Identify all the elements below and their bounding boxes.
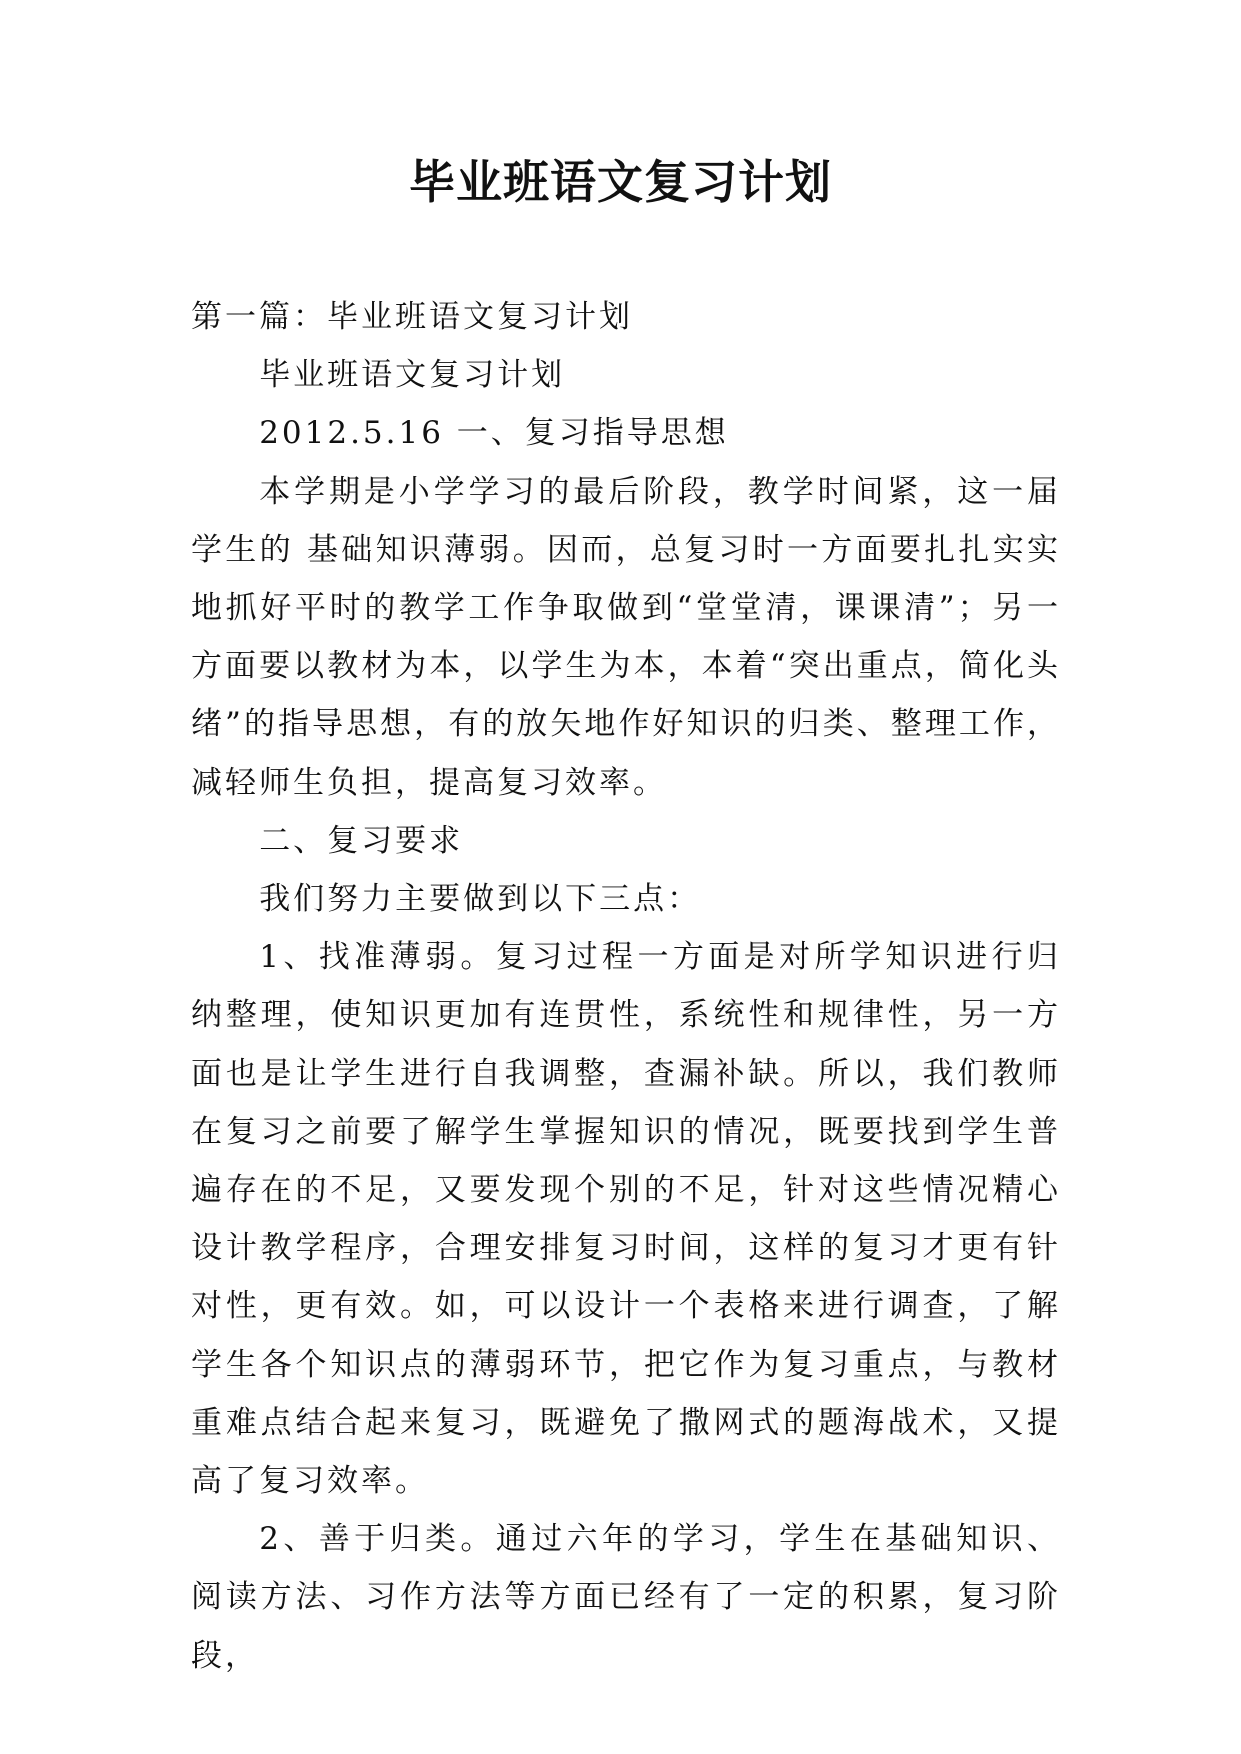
section-heading: 第一篇：毕业班语文复习计划 <box>191 299 633 335</box>
paragraph-point-one: 1、找准薄弱。复习过程一方面是对所学知识进行归纳整理，使知识更加有连贯性，系统性和规律性，另一方面也是让学生进行自我调整，查漏补缺。所以，我们教师在复习之前要了解学生掌握知识的情况，既要找到学生普遍存在的不足，又要发现个别的不足，针对这些情况精心设计教学程序，合理安排复习时间，这样的复习才更有针对性，更有效。如，可以设计一个表格来进行调查，了解学生各个知识点的薄弱环节，把它作为复习重点，与教材重难点结合起来复习，既避免了撒网式的题海战术，又提高了复习效率。 <box>191 939 1061 1500</box>
document-title: 毕业班语文复习计划 <box>409 155 832 209</box>
section-two-heading: 二、复习要求 <box>259 822 464 859</box>
subtitle-line: 毕业班语文复习计划 <box>259 357 566 394</box>
paragraph-point-two: 2、善于归类。通过六年的学习，学生在基础知识、阅读方法、习作方法等方面已经有了一定的积累，复习阶段， <box>191 1521 1061 1674</box>
paragraph-three-points-intro: 我们努力主要做到以下三点： <box>259 881 702 918</box>
document-body <box>191 288 1061 1685</box>
date-and-section-one-heading: 2012.5.16 一、复习指导思想 <box>259 415 729 452</box>
paragraph-guiding-idea: 本学期是小学学习的最后阶段，教学时间紧，这一届学生的 基础知识薄弱。因而，总复习时一方面要扎扎实实地抓好平时的教学工作争取做到“堂堂清，课课清”；另一方面要以教材为本，以学生为本，本着“突出重点，简化头绪”的指导思想，有的放矢地作好知识的归类、整理工作，减轻师生负担，提高复习效率。 <box>191 473 1061 801</box>
